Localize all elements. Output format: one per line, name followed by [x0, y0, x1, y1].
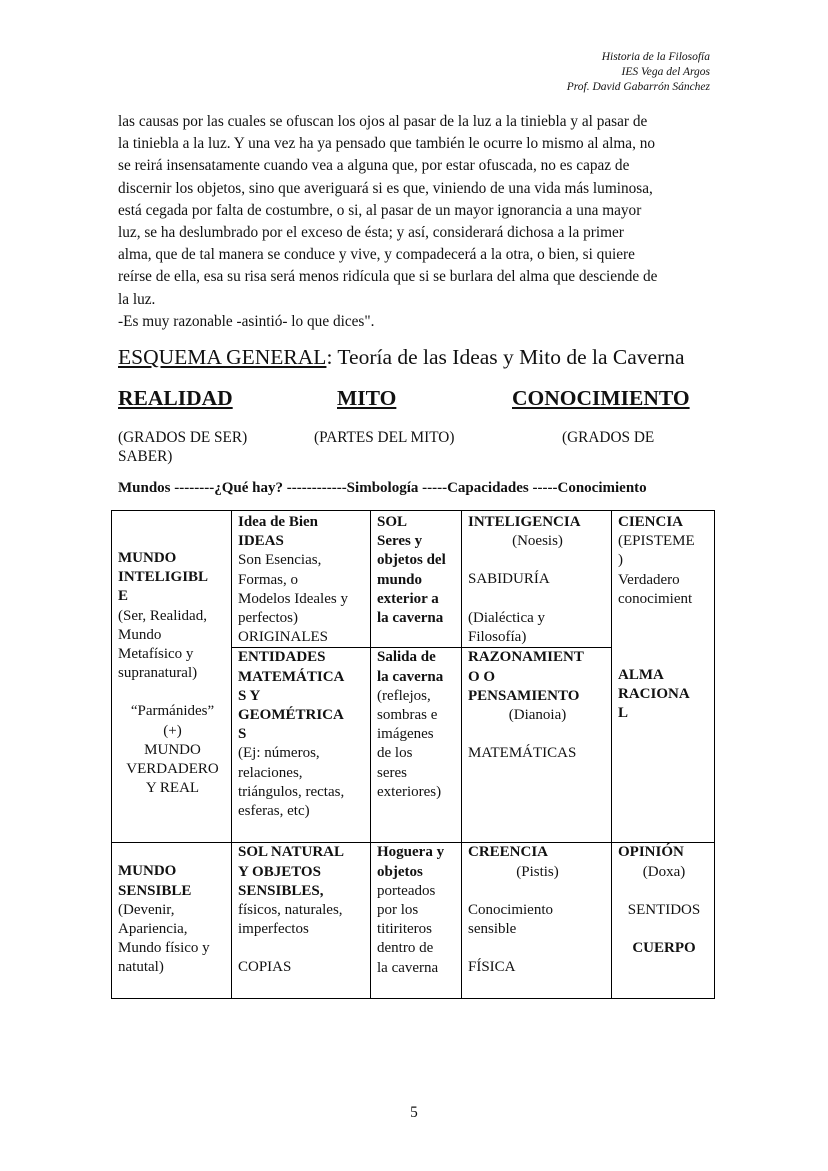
- cell-text: Y OBJETOS: [238, 863, 321, 880]
- cell-text: de los: [377, 745, 413, 762]
- cell-text: porteados: [377, 882, 436, 899]
- cell-text: (+): [163, 722, 182, 739]
- table-row: [112, 511, 715, 648]
- cell-text: FÍSICA: [468, 959, 516, 976]
- cell-text: Apariencia,: [118, 921, 188, 938]
- ideas-label: IDEAS: [238, 533, 284, 550]
- opinion-label: OPINIÓN: [618, 844, 684, 861]
- cell-text: Salida de: [377, 649, 436, 666]
- cell-mundo-sensible: [112, 843, 232, 999]
- cell-text: MATEMÁTICA: [238, 668, 345, 685]
- cell-text: SOL NATURAL: [238, 844, 344, 861]
- cell-mundo-inteligible: [112, 511, 232, 843]
- cell-text: (Ej: números,: [238, 745, 320, 762]
- cell-entidades-matematicas: [232, 648, 371, 843]
- section-title-underlined: ESQUEMA GENERAL: [118, 345, 327, 369]
- cell-text: exteriores): [377, 783, 442, 800]
- cell-text: GEOMÉTRICA: [238, 707, 344, 724]
- section-title-rest: : Teoría de las Ideas y Mito de la Caverna: [326, 345, 685, 369]
- mundo-inteligible-title: E: [118, 588, 129, 605]
- heading-conocimiento: CONOCIMIENTO: [512, 386, 690, 410]
- cell-text: titiriteros: [377, 921, 432, 938]
- cell-text: sombras e: [377, 707, 438, 724]
- cell-ciencia: [612, 511, 715, 843]
- cell-text: la caverna: [377, 668, 444, 685]
- heading-realidad: REALIDAD: [118, 386, 233, 410]
- cell-creencia: [462, 843, 612, 999]
- grados-saber-a: (GRADOS DE: [562, 429, 655, 446]
- cell-text: relaciones,: [238, 764, 303, 781]
- cell-opinion: [612, 843, 715, 999]
- cell-text: imágenes: [377, 726, 434, 743]
- cell-text: COPIAS: [238, 959, 292, 976]
- paragraph-line: se reirá insensatamente cuando vea a alguna que, por estar ofuscada, no es capaz de: [118, 157, 630, 175]
- ciencia-label: CIENCIA: [618, 514, 684, 530]
- cell-text: Mundo: [118, 626, 162, 643]
- cell-razonamiento: [462, 648, 612, 843]
- cell-text: por los: [377, 902, 419, 919]
- mundo-inteligible-title: INTELIGIBL: [118, 569, 209, 586]
- grados-ser: (GRADOS DE SER): [118, 429, 248, 446]
- cell-sol: [371, 511, 462, 648]
- page-header: [567, 50, 710, 95]
- cell-text: ORIGINALES: [238, 629, 328, 646]
- inteligencia-label: INTELIGENCIA: [468, 514, 581, 530]
- cell-text: Metafísico y: [118, 646, 194, 663]
- alma-label: ALMA: [618, 667, 664, 684]
- cell-text: MATEMÁTICAS: [468, 745, 577, 762]
- mundo-inteligible-title: MUNDO: [118, 550, 177, 566]
- header-school: IES Vega del Argos: [621, 66, 710, 78]
- cell-text: (Ser, Realidad,: [118, 607, 207, 624]
- alma-label: L: [618, 705, 629, 722]
- cell-text: ENTIDADES: [238, 649, 326, 666]
- body-paragraph: [118, 111, 714, 333]
- cell-text: seres: [377, 764, 407, 781]
- cell-text: Seres y: [377, 533, 423, 550]
- cell-text: Modelos Ideales y: [238, 590, 348, 607]
- paragraph-line: las causas por las cuales se ofuscan los ojos al pasar de la luz a la tiniebla y al pasar de: [118, 113, 648, 130]
- cell-text: Y REAL: [145, 780, 200, 797]
- cell-text: objetos: [377, 863, 423, 880]
- paragraph-line: está cegada por falta de costumbre, o si, al pasar de un mayor ignorancia a una mayor: [118, 201, 642, 219]
- page-number: 5: [410, 1104, 418, 1121]
- mundo-sensible-title: SENSIBLE: [118, 882, 192, 899]
- paragraph-line: la luz.: [118, 290, 156, 308]
- cell-text: S: [238, 726, 247, 743]
- cell-text: mundo: [377, 571, 423, 588]
- cell-text: exterior a: [377, 590, 439, 607]
- cell-text: Verdadero: [618, 571, 680, 588]
- paragraph-line: la tiniebla a la luz. Y una vez ha ya pensado que también le ocurre lo mismo al alma, no: [118, 135, 656, 153]
- cell-inteligencia: [462, 511, 612, 648]
- cell-text: SABIDURÍA: [468, 571, 550, 588]
- cell-text: (Noesis): [512, 533, 563, 550]
- cell-text: Son Esencias,: [238, 552, 322, 569]
- table-row: [112, 843, 715, 999]
- cell-text: sensible: [468, 921, 517, 938]
- cell-text: (Dianoia): [508, 707, 567, 724]
- creencia-label: CREENCIA: [468, 844, 549, 861]
- cell-salida-caverna: [371, 648, 462, 843]
- header-author: Prof. David Gabarrón Sánchez: [566, 81, 710, 93]
- cell-text: O O: [468, 668, 496, 685]
- heading-mito: MITO: [337, 386, 397, 410]
- mundo-sensible-title: MUNDO: [118, 863, 177, 880]
- cell-text: natutal): [118, 959, 164, 976]
- cell-ideas: [232, 511, 371, 648]
- cell-text: perfectos): [238, 610, 298, 627]
- cell-text: (Pistis): [516, 863, 559, 880]
- cell-text: SENSIBLES,: [238, 882, 324, 899]
- cell-hoguera: [371, 843, 462, 999]
- cell-text: RAZONAMIENT: [468, 649, 584, 666]
- cell-text: esferas, etc): [238, 803, 310, 820]
- cell-text: ): [618, 552, 623, 569]
- grados-saber-b: SABER): [118, 448, 173, 465]
- cell-text: MUNDO: [144, 741, 201, 758]
- cell-text: conocimient: [618, 590, 693, 607]
- column-headings: [118, 386, 714, 416]
- esquema-table: [111, 510, 715, 999]
- cell-text: (reflejos,: [377, 687, 431, 704]
- paragraph-line: reírse de ella, esa su risa será menos ridícula que si se burlara del alma que desciende de: [118, 268, 658, 286]
- mundos-line: Mundos --------¿Qué hay? ------------Simbología -----Capacidades -----Conocimiento: [118, 480, 647, 496]
- paragraph-line: alma, que de tal manera se conduce y vive, y compadecerá a la otra, o bien, si quiere: [118, 246, 635, 264]
- cell-text: Mundo físico y: [118, 940, 210, 957]
- section-title: [118, 345, 685, 370]
- header-subject: Historia de la Filosofía: [601, 51, 710, 63]
- grados-partes: (PARTES DEL MITO): [314, 429, 455, 446]
- cell-text: S Y: [238, 687, 261, 704]
- cuerpo-label: CUERPO: [632, 940, 696, 957]
- alma-label: RACIONA: [618, 686, 690, 703]
- cell-text: (Doxa): [642, 863, 686, 880]
- cell-text: (Dialéctica y: [468, 609, 546, 626]
- cell-text: “Parmánides”: [130, 703, 215, 720]
- cell-text: Hoguera y: [377, 844, 445, 861]
- paragraph-line: discernir los objetos, sino que averiguará si es que, viniendo de una vida más luminosa,: [118, 179, 653, 197]
- cell-sol-natural: [232, 843, 371, 999]
- cell-text: Filosofía): [468, 628, 527, 645]
- cell-text: la caverna: [377, 610, 444, 627]
- cell-text: PENSAMIENTO: [468, 687, 580, 704]
- cell-text: (EPISTEME: [618, 533, 695, 550]
- sol-label: SOL: [377, 514, 408, 530]
- cell-text: dentro de: [377, 940, 434, 957]
- cell-text: VERDADERO: [126, 761, 219, 778]
- cell-text: objetos del: [377, 552, 446, 569]
- cell-text: supranatural): [118, 665, 198, 682]
- cell-text: (Devenir,: [118, 901, 175, 918]
- cell-text: Formas, o: [238, 571, 298, 588]
- idea-bien-label: Idea de Bien: [238, 514, 319, 530]
- cell-text: físicos, naturales,: [238, 902, 343, 919]
- cell-text: imperfectos: [238, 921, 309, 938]
- cell-text: la caverna: [377, 959, 439, 976]
- paragraph-line: luz, se ha deslumbrado por el exceso de ésta; y así, considerará dichosa a la primer: [118, 224, 624, 242]
- cell-text: triángulos, rectas,: [238, 783, 345, 800]
- paragraph-line: -Es muy razonable -asintió- lo que dices".: [118, 312, 375, 330]
- cell-text: Conocimiento: [468, 901, 553, 918]
- cell-text: SENTIDOS: [627, 901, 701, 918]
